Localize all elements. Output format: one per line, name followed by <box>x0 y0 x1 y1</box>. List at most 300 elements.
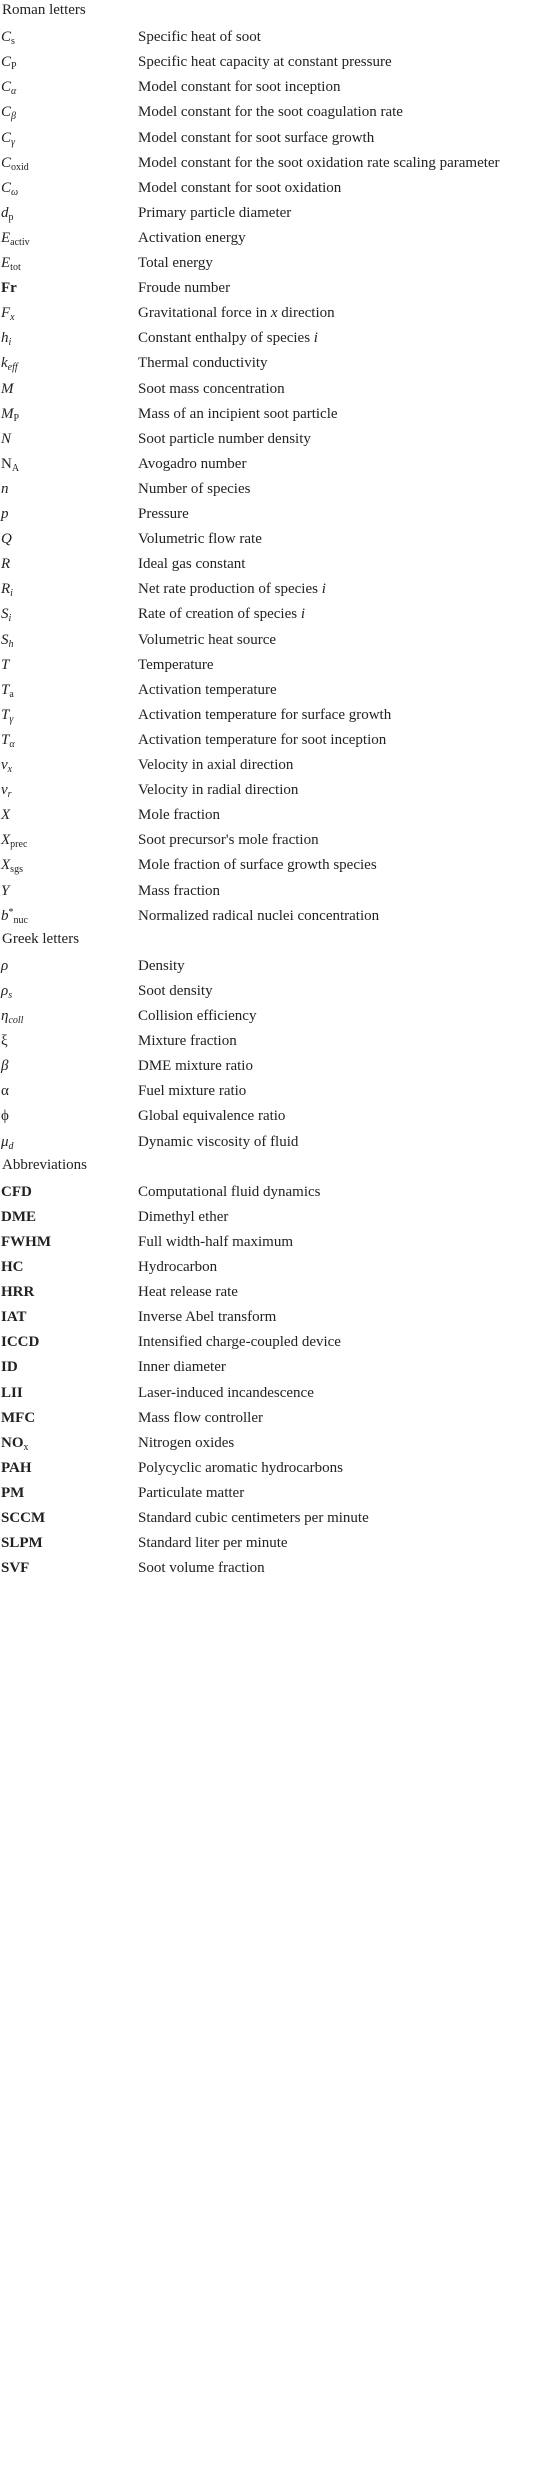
sections.0.rows.35.sym-part: b <box>1 907 9 924</box>
definition <box>138 730 386 750</box>
sections.2.rows.4.sym-part: HRR <box>1 1284 35 1301</box>
sections.1.rows.2.sym-part: η <box>1 1008 9 1024</box>
sections.2.rows.8.sym-part: LII <box>1 1384 23 1401</box>
symbol <box>1 1558 29 1578</box>
sections.2.rows.10.sym-part: NO <box>1 1434 24 1451</box>
nomenclature-row <box>0 805 558 827</box>
sections.2.rows.9.sym-part: MFC <box>1 1409 36 1426</box>
nomenclature-row <box>0 1533 558 1555</box>
sections.0.rows.0.sym-part: C <box>1 29 12 46</box>
sections.0.rows.24.def-part: Volumetric heat source <box>138 631 277 648</box>
sections.2.rows.0.def-part: Computational fluid dynamics <box>138 1183 321 1200</box>
sections.0.rows.8.sym-part: activ <box>10 236 30 248</box>
definition <box>138 1132 298 1152</box>
definition <box>138 1408 263 1428</box>
symbol <box>1 1332 39 1352</box>
nomenclature-row <box>0 1081 558 1103</box>
sections.0.rows.23.def-part: i <box>300 606 306 623</box>
definition <box>138 404 338 424</box>
nomenclature-row <box>0 1483 558 1505</box>
sections.0.rows.10.def-part: Froude number <box>138 280 231 297</box>
sections.0.rows.8.sym-part: E <box>1 229 11 246</box>
symbol <box>1 1508 45 1528</box>
sections.0.rows.16.def-part: Soot particle number density <box>138 430 311 447</box>
symbol <box>1 1357 18 1377</box>
sections.2.rows.0.sym-part: CFD <box>1 1183 32 1200</box>
sections.0.rows.20.def-part: Volumetric flow rate <box>138 531 262 548</box>
sections.2.rows.6.def-part: Intensified charge-coupled device <box>138 1334 341 1351</box>
definition <box>138 1433 234 1453</box>
sections.0.rows.0.def-part: Specific heat of soot <box>138 29 261 46</box>
sections.2.rows.1.sym-part: DME <box>1 1208 36 1225</box>
sections.0.rows.23.sym-part: i <box>8 613 12 625</box>
symbol <box>1 604 11 624</box>
definition <box>138 1056 253 1076</box>
sections.0.rows.5.def-part: Model constant for the soot oxidation rate scaling parameter <box>138 154 500 171</box>
sections.0.rows.15.sym-part: M <box>1 405 14 422</box>
definition <box>138 604 305 624</box>
definition <box>138 1031 237 1051</box>
symbol <box>1 1207 36 1227</box>
sections.0.rows.18.def-part: Number of species <box>138 480 251 497</box>
definition <box>138 906 379 926</box>
symbol <box>1 128 15 148</box>
nomenclature-row <box>0 1357 558 1379</box>
sections.0.rows.16.sym-part: N <box>1 430 12 447</box>
symbol <box>1 630 14 650</box>
symbol <box>1 956 8 976</box>
sections.0.rows.35.sym-part: * <box>8 906 14 918</box>
symbol <box>1 830 27 850</box>
symbol <box>1 278 17 298</box>
nomenclature-row <box>0 881 558 903</box>
symbol <box>1 529 12 549</box>
symbol <box>1 680 14 700</box>
sections.0.rows.25.def-part: Temperature <box>138 656 214 673</box>
sections.1.rows.7.def-part: Dynamic viscosity of fluid <box>138 1133 299 1150</box>
sections.0.rows.23.def-part: Rate of creation of species <box>138 606 301 623</box>
sections.0.rows.17.sym-part: A <box>11 462 20 474</box>
symbol <box>1 77 16 97</box>
nomenclature-row <box>0 1307 558 1329</box>
sections.1.rows.0.sym-part: ρ <box>1 957 9 974</box>
nomenclature-row <box>0 705 558 727</box>
symbol <box>1 504 9 524</box>
sections.0.rows.22.def-part: Net rate production of species <box>138 581 322 598</box>
sections.0.rows.29.def-part: Velocity in axial direction <box>138 757 294 773</box>
sections.0.rows.34.sym-part: Y <box>1 882 10 899</box>
sections.2.rows.3.def-part: Hydrocarbon <box>138 1259 218 1275</box>
sections.0.rows.4.sym-part: γ <box>11 136 15 148</box>
definition <box>138 253 213 273</box>
definition <box>138 1383 314 1403</box>
sections.0.rows.9.sym-part: tot <box>10 262 21 273</box>
symbol <box>1 1182 32 1202</box>
definition <box>138 153 500 173</box>
definition <box>138 1106 285 1126</box>
sections.1.rows.3.sym-part: ξ <box>1 1033 8 1050</box>
sections.2.rows.1.def-part: Dimethyl ether <box>138 1208 229 1225</box>
symbol <box>1 755 12 775</box>
definition <box>138 981 213 1001</box>
nomenclature-row <box>0 1408 558 1430</box>
sections.0.rows.27.sym-part: γ <box>9 713 14 725</box>
symbol <box>1 1006 23 1026</box>
sections.1.rows.7.sym-part: d <box>8 1140 14 1152</box>
sections.0.rows.14.sym-part: M <box>1 380 14 397</box>
sections.0.rows.18.sym-part: n <box>1 480 9 497</box>
symbol <box>1 1132 14 1152</box>
symbol <box>1 1282 34 1302</box>
sections.0.rows.11.sym-part: F <box>1 305 11 322</box>
sections.0.rows.13.sym-part: eff <box>7 362 18 374</box>
sections.0.rows.31.def-part: Mole fraction <box>138 807 221 824</box>
nomenclature-row <box>0 1257 558 1279</box>
nomenclature-row <box>0 529 558 551</box>
nomenclature-row <box>0 454 558 476</box>
nomenclature-row <box>0 1106 558 1128</box>
symbol <box>1 178 18 198</box>
sections.0.rows.22.sym-part: i <box>10 588 13 600</box>
nomenclature-row <box>0 730 558 752</box>
sections.0.rows.32.def-part: Soot precursor's mole fraction <box>138 832 319 849</box>
sections.2.rows.6.sym-part: ICCD <box>1 1334 40 1351</box>
sections.0.rows.30.sym-part: v <box>1 782 8 799</box>
sections.0.rows.24.sym-part: h <box>8 638 14 650</box>
nomenclature-row <box>0 1332 558 1354</box>
definition <box>138 102 403 122</box>
nomenclature-row <box>0 855 558 877</box>
definition <box>138 328 318 348</box>
sections.0.rows.8.def-part: Activation energy <box>138 229 246 246</box>
sections.0.rows.17.sym-part: N <box>1 455 12 472</box>
symbol <box>1 1458 32 1478</box>
sections.0.rows.11.sym-part: x <box>10 312 15 324</box>
symbol <box>1 1408 35 1428</box>
sections.0.rows.21.sym-part: R <box>1 556 11 573</box>
nomenclature-row <box>0 1006 558 1028</box>
symbol <box>1 1031 8 1051</box>
nomenclature-row <box>0 1056 558 1078</box>
sections.0.rows.7.sym-part: p <box>8 211 14 223</box>
sections.2.rows.2.def-part: Full width-half maximum <box>138 1233 293 1250</box>
nomenclature-row <box>0 680 558 702</box>
sections.1.rows.6.sym-part: ϕ <box>1 1108 9 1125</box>
sections.2.rows.10.sym-part: x <box>23 1441 29 1453</box>
sections.2.rows.13.def-part: Standard cubic centimeters per minute <box>138 1510 369 1526</box>
sections.2.rows.8.def-part: Laser-induced incandescence <box>138 1384 314 1401</box>
sections.1.rows.5.sym-part: α <box>1 1083 9 1100</box>
definition <box>138 554 245 574</box>
sections.0.rows.3.sym-part: C <box>1 104 12 121</box>
definition <box>138 479 250 499</box>
sections.0.rows.31.sym-part: X <box>1 807 11 824</box>
sections.0.rows.13.sym-part: k <box>1 355 8 372</box>
definition <box>138 1182 320 1202</box>
definition <box>138 203 291 223</box>
definition <box>138 454 246 474</box>
sections.0.rows.6.sym-part: C <box>1 179 12 196</box>
symbol <box>1 102 16 122</box>
sections.0.rows.33.def-part: Mole fraction of surface growth species <box>138 857 377 874</box>
symbol <box>1 655 9 675</box>
nomenclature-row <box>0 604 558 626</box>
definition <box>138 1006 256 1026</box>
definition <box>138 956 185 976</box>
symbol <box>1 479 9 499</box>
definition <box>138 1282 238 1302</box>
sections.0.rows.9.def-part: Total energy <box>138 255 213 271</box>
nomenclature-row <box>0 755 558 777</box>
definition <box>138 855 377 875</box>
sections.0.rows.33.sym-part: X <box>1 857 11 874</box>
symbol <box>1 730 15 750</box>
nomenclature-row <box>0 956 558 978</box>
definition <box>138 805 220 825</box>
definition <box>138 1357 226 1377</box>
definition <box>138 1332 341 1352</box>
definition <box>138 278 230 298</box>
symbol <box>1 379 14 399</box>
sections.2.rows.12.def-part: Particulate matter <box>138 1484 245 1501</box>
sections.0.rows.3.sym-part: β <box>11 111 16 123</box>
symbol <box>1 454 19 474</box>
nomenclature-row <box>0 906 558 928</box>
symbol <box>1 881 9 901</box>
definition <box>138 1307 276 1327</box>
sections.2.rows.14.sym-part: SLPM <box>1 1535 43 1552</box>
nomenclature-row <box>0 128 558 150</box>
definition <box>138 1533 288 1553</box>
nomenclature-row <box>0 228 558 250</box>
definition <box>138 178 341 198</box>
symbol <box>1 1232 51 1252</box>
definition <box>138 128 374 148</box>
sections.0.rows.11.def-part: direction <box>277 305 335 322</box>
sections.0.rows.12.sym-part: i <box>8 337 12 349</box>
sections.0.rows.35.def-part: Normalized radical nuclei concentration <box>138 907 380 924</box>
symbol <box>1 1106 9 1126</box>
nomenclature-row <box>0 153 558 175</box>
definition <box>138 680 277 700</box>
sections.0.rows.29.sym-part: v <box>1 757 8 773</box>
sections.0.rows.2.def-part: Model constant for soot inception <box>138 79 341 96</box>
sections.2.rows.7.def-part: Inner diameter <box>138 1359 226 1376</box>
sections.2.rows.5.def-part: Inverse Abel transform <box>138 1309 277 1326</box>
section-heading: Abbreviations <box>2 1156 87 1173</box>
definition <box>138 52 392 72</box>
sections.0.rows.6.sym-part: ω <box>11 186 19 198</box>
nomenclature-row <box>0 203 558 225</box>
definition <box>138 630 276 650</box>
nomenclature-row <box>0 554 558 576</box>
sections.2.rows.7.sym-part: ID <box>1 1359 18 1376</box>
nomenclature-row <box>0 303 558 325</box>
sections.1.rows.2.def-part: Collision efficiency <box>138 1008 257 1024</box>
sections.0.rows.4.sym-part: C <box>1 129 12 146</box>
nomenclature-row <box>0 1558 558 1580</box>
sections.2.rows.4.def-part: Heat release rate <box>138 1284 238 1301</box>
sections.0.rows.0.sym-part: s <box>11 36 15 48</box>
sections.0.rows.24.sym-part: S <box>1 631 9 648</box>
sections.0.rows.4.def-part: Model constant for soot surface growth <box>138 129 375 146</box>
nomenclature-row <box>0 1031 558 1053</box>
sections.1.rows.6.def-part: Global equivalence ratio <box>138 1108 286 1125</box>
definition <box>138 1257 217 1277</box>
symbol <box>1 153 29 173</box>
definition <box>138 529 262 549</box>
symbol <box>1 253 21 273</box>
definition <box>138 504 189 524</box>
sections.0.rows.1.sym-part: P <box>11 61 17 73</box>
sections.1.rows.1.sym-part: s <box>8 989 13 1001</box>
symbol <box>1 579 13 599</box>
definition <box>138 830 319 850</box>
nomenclature-row <box>0 1182 558 1204</box>
symbol <box>1 855 23 875</box>
sections.0.rows.22.def-part: i <box>321 581 326 598</box>
sections.0.rows.23.sym-part: S <box>1 606 9 623</box>
definition <box>138 881 220 901</box>
definition <box>138 1232 293 1252</box>
definition <box>138 429 311 449</box>
definition <box>138 1558 265 1578</box>
symbol <box>1 780 12 800</box>
sections.2.rows.10.def-part: Nitrogen oxides <box>138 1434 235 1451</box>
sections.2.rows.5.sym-part: IAT <box>1 1309 27 1326</box>
sections.0.rows.34.def-part: Mass fraction <box>138 882 221 899</box>
sections.0.rows.2.sym-part: C <box>1 79 12 96</box>
symbol <box>1 705 13 725</box>
sections.0.rows.20.sym-part: Q <box>1 531 12 548</box>
sections.0.rows.32.sym-part: prec <box>10 839 28 851</box>
sections.0.rows.26.sym-part: T <box>1 681 10 698</box>
definition <box>138 1458 343 1478</box>
definition <box>138 353 268 373</box>
definition <box>138 1081 246 1101</box>
sections.0.rows.35.sym-part: nuc <box>13 914 28 926</box>
sections.0.rows.22.sym-part: R <box>1 581 11 598</box>
sections.0.rows.6.def-part: Model constant for soot oxidation <box>138 179 342 196</box>
nomenclature-row <box>0 630 558 652</box>
nomenclature-row <box>0 579 558 601</box>
sections.0.rows.27.sym-part: T <box>1 706 10 723</box>
sections.0.rows.28.sym-part: T <box>1 731 10 748</box>
symbol <box>1 1056 8 1076</box>
symbol <box>1 1533 43 1553</box>
nomenclature-row <box>0 1282 558 1304</box>
sections.0.rows.32.sym-part: X <box>1 832 11 849</box>
sections.1.rows.4.sym-part: β <box>1 1058 9 1075</box>
sections.0.rows.2.sym-part: α <box>11 86 17 98</box>
definition <box>138 755 293 775</box>
nomenclature-row <box>0 981 558 1003</box>
sections.0.rows.5.sym-part: oxid <box>11 161 29 173</box>
symbol <box>1 1483 24 1503</box>
symbol <box>1 805 10 825</box>
sections.1.rows.1.sym-part: ρ <box>1 982 9 999</box>
definition <box>138 579 326 599</box>
sections.2.rows.15.sym-part: SVF <box>1 1560 30 1577</box>
sections.0.rows.14.def-part: Soot mass concentration <box>138 380 285 397</box>
sections.0.rows.21.def-part: Ideal gas constant <box>138 556 246 573</box>
sections.2.rows.15.def-part: Soot volume fraction <box>138 1560 265 1577</box>
sections.0.rows.1.def-part: Specific heat capacity at constant pressure <box>138 54 392 71</box>
sections.0.rows.12.def-part: Constant enthalpy of species <box>138 330 314 347</box>
symbol <box>1 203 14 223</box>
sections.0.rows.1.sym-part: C <box>1 54 12 71</box>
nomenclature-row <box>0 278 558 300</box>
nomenclature-row <box>0 504 558 526</box>
sections.0.rows.33.sym-part: sgs <box>10 864 23 876</box>
sections.0.rows.12.sym-part: h <box>1 330 9 347</box>
definition <box>138 27 261 47</box>
sections.2.rows.14.def-part: Standard liter per minute <box>138 1535 288 1552</box>
nomenclature-row <box>0 429 558 451</box>
sections.0.rows.28.def-part: Activation temperature for soot inception <box>138 731 387 748</box>
nomenclature-row <box>0 27 558 49</box>
definition <box>138 780 298 800</box>
nomenclature-row <box>0 253 558 275</box>
sections.0.rows.13.def-part: Thermal conductivity <box>138 355 268 372</box>
symbol <box>1 981 12 1001</box>
definition <box>138 379 285 399</box>
nomenclature-row <box>0 102 558 124</box>
nomenclature-row <box>0 1207 558 1229</box>
sections.1.rows.7.sym-part: μ <box>1 1133 9 1150</box>
sections.0.rows.19.def-part: Pressure <box>138 506 189 522</box>
nomenclature-row <box>0 379 558 401</box>
nomenclature-row <box>0 1383 558 1405</box>
nomenclature-row <box>0 1458 558 1480</box>
definition <box>138 655 214 675</box>
sections.1.rows.0.def-part: Density <box>138 957 185 974</box>
sections.0.rows.9.sym-part: E <box>1 255 11 271</box>
sections.2.rows.11.sym-part: PAH <box>1 1459 32 1476</box>
symbol <box>1 303 15 323</box>
symbol <box>1 1383 23 1403</box>
sections.2.rows.2.sym-part: FWHM <box>1 1233 51 1250</box>
symbol <box>1 554 10 574</box>
nomenclature-row <box>0 178 558 200</box>
definition <box>138 705 391 725</box>
nomenclature-row <box>0 404 558 426</box>
sections.1.rows.3.def-part: Mixture fraction <box>138 1033 237 1050</box>
sections.0.rows.11.def-part: x <box>270 305 278 322</box>
sections.1.rows.2.sym-part: coll <box>8 1015 24 1026</box>
sections.0.rows.17.def-part: Avogadro number <box>138 455 247 472</box>
definition <box>138 77 340 97</box>
symbol <box>1 429 11 449</box>
definition <box>138 1508 369 1528</box>
sections.0.rows.26.sym-part: a <box>9 688 14 700</box>
symbol <box>1 328 11 348</box>
sections.0.rows.27.def-part: Activation temperature for surface growth <box>138 706 392 723</box>
symbol <box>1 1257 24 1277</box>
sections.0.rows.28.sym-part: α <box>9 738 15 750</box>
sections.0.rows.25.sym-part: T <box>1 656 10 673</box>
sections.1.rows.5.def-part: Fuel mixture ratio <box>138 1083 247 1100</box>
definition <box>138 1483 244 1503</box>
sections.2.rows.13.sym-part: SCCM <box>1 1510 46 1526</box>
symbol <box>1 404 19 424</box>
sections.0.rows.19.sym-part: p <box>1 506 9 522</box>
section-heading: Roman letters <box>2 2 86 18</box>
symbol <box>1 27 15 47</box>
sections.1.rows.4.def-part: DME mixture ratio <box>138 1058 253 1075</box>
nomenclature-row <box>0 479 558 501</box>
sections.0.rows.7.def-part: Primary particle diameter <box>138 204 292 221</box>
